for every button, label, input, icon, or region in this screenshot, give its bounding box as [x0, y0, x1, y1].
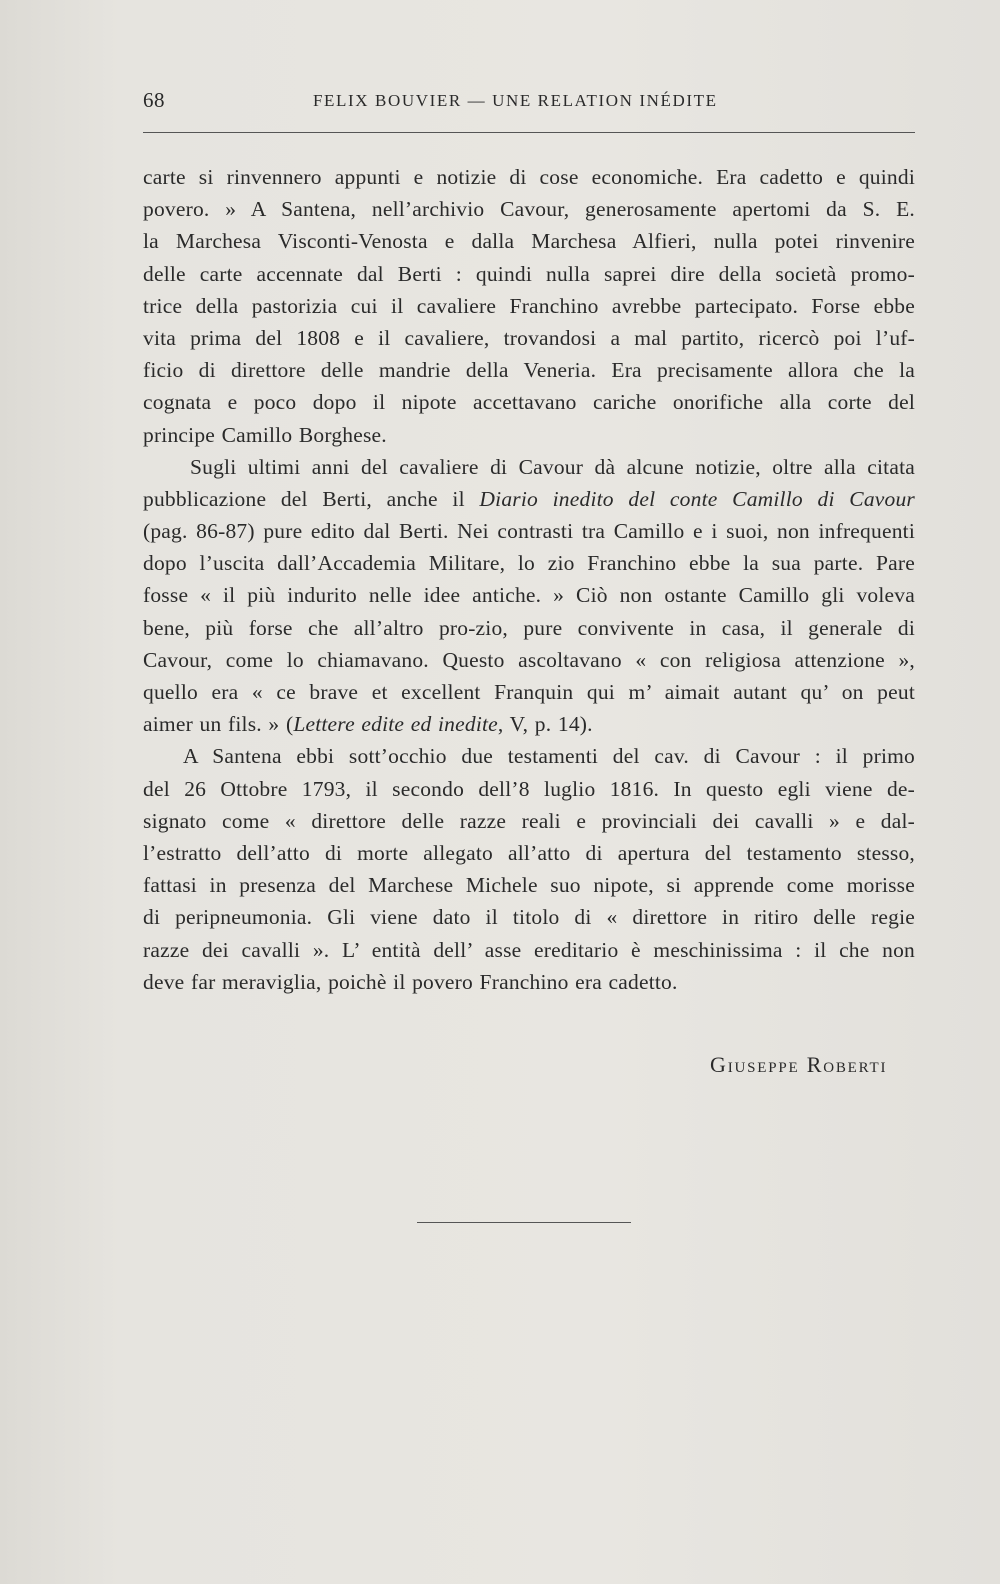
text-line: Cavour, come lo chiamavano. Questo ascoltavano « con religiosa attenzione », — [143, 647, 915, 672]
text-line: trice della pastorizia cui il cavaliere Franchino avrebbe partecipato. Forse ebbe — [143, 293, 915, 318]
text-line: cognata e poco dopo il nipote accettavano cariche onorifiche alla corte del — [143, 390, 915, 415]
header-rule — [143, 132, 915, 133]
text-line: l’estratto dell’atto di morte allegato all’atto di apertura del testamento stesso, — [143, 840, 915, 865]
text-segment: aimer un fils. » ( — [143, 712, 294, 737]
text-line: bene, più forse che all’altro pro-zio, pure convivente in casa, il generale di — [143, 615, 915, 640]
text-line: fosse « il più indurito nelle idee antiche. » Ciò non ostante Camillo gli voleva — [143, 583, 915, 608]
running-title: FELIX BOUVIER — UNE RELATION INÉDITE — [313, 91, 718, 110]
italic-title: Lettere edite ed inedite — [293, 712, 498, 737]
text-segment: , V, p. 14). — [497, 712, 593, 737]
text-line: razze dei cavalli ». L’ entità dell’ asse ereditario è meschinissima : il che non — [143, 937, 915, 962]
text-segment: pubblicazione del Berti, anche il — [143, 486, 480, 511]
text-line: quello era « ce brave et excellent Franquin qui m’ aimait autant qu’ on peut — [143, 680, 915, 704]
text-line — [143, 483, 915, 515]
page-number: 68 — [143, 88, 165, 112]
page-header — [143, 88, 915, 118]
author-signature: Giuseppe Roberti — [710, 1052, 888, 1077]
text-line: di peripneumonia. Gli viene dato il titolo di « direttore in ritiro delle regie — [143, 905, 915, 930]
text-line — [143, 708, 915, 740]
italic-title: Diario inedito del conte Camillo di Cavour — [479, 486, 915, 511]
text-line: la Marchesa Visconti-Venosta e dalla Marchesa Alfieri, nulla potei rinvenire — [143, 229, 915, 254]
end-rule — [417, 1222, 631, 1223]
text-line: dopo l’uscita dall’Accademia Militare, lo zio Franchino ebbe la sua parte. Pare — [143, 551, 915, 576]
text-line: (pag. 86-87) pure edito dal Berti. Nei contrasti tra Camillo e i suoi, non infrequenti — [143, 519, 915, 544]
text-line: fattasi in presenza del Marchese Michele suo nipote, si apprende come morisse — [143, 873, 915, 898]
article-body — [143, 161, 915, 998]
text-line: signato come « direttore delle razze reali e provinciali dei cavalli » e dal- — [143, 808, 915, 833]
text-line: deve far meraviglia, poichè il povero Franchino era cadetto. — [143, 969, 678, 994]
text-line: vita prima del 1808 e il cavaliere, trovandosi a mal partito, ricercò poi l’uf- — [143, 325, 915, 350]
text-line: delle carte accennate dal Berti : quindi nulla saprei dire della società promo- — [143, 261, 915, 286]
text-line: del 26 Ottobre 1793, il secondo dell’8 luglio 1816. In questo egli viene de- — [143, 776, 915, 801]
text-line: principe Camillo Borghese. — [143, 422, 387, 447]
text-line: Sugli ultimi anni del cavaliere di Cavour dà alcune notizie, oltre alla citata — [190, 454, 915, 479]
text-line: ficio di direttore delle mandrie della Veneria. Era precisamente allora che la — [143, 358, 915, 383]
text-line: carte si rinvennero appunti e notizie di cose economiche. Era cadetto e quindi — [143, 165, 915, 189]
text-line: povero. » A Santena, nell’archivio Cavour, generosamente apertomi da S. E. — [143, 197, 915, 222]
text-line: A Santena ebbi sott’occhio due testamenti del cav. di Cavour : il primo — [183, 744, 915, 769]
